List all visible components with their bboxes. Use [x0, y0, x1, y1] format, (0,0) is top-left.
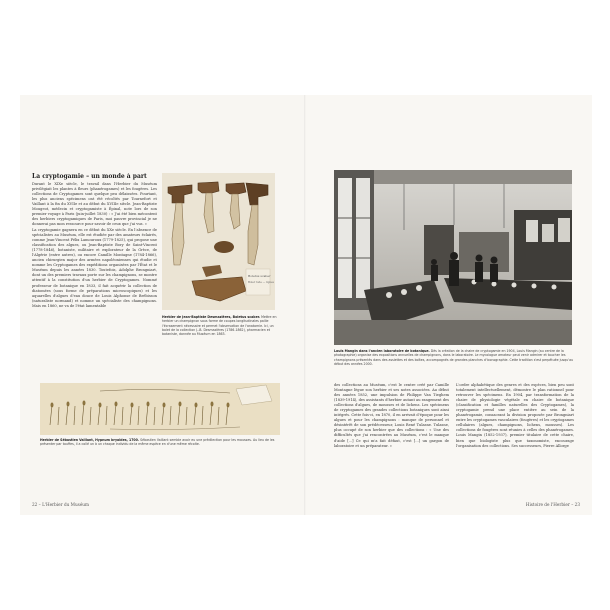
body-paragraph-2: La cryptogamie gagnera en ce début du XXe siècle. En l'absence de spécialistes au Muséum, elle est étudiée par des amateurs éclairés, comme Jean-Vincent Félix Lamouroux (1779-1825), qui propose une classification des algues, ou Jean-Baptiste Bory de Saint-Vincent (1778-1846), botaniste, militaire et explorateur de la Grèce, de l'Algérie (entre autres), ou encore Camille Montagne (1784-1866), ancien chirurgien major des armées napoléoniennes qui étudie et nomme les Cryptogames des expéditions organisées par l'État et le Muséum depuis les années 1830. Toutefois, Adolphe Brongniart, dont un des premiers travaux porte sur les champignons, se montre attentif à la constitution d'un herbier de Cryptogames. Nommé professeur de botanique en 1833, il fait acquérir la collection de diatomées (sous forme de préparations microscopiques) et les aquarelles d'algues d'eau douce de Louis Alphonse de Brébisson (naturaliste normand) et nomme un spécialiste des champignons. Mais en 1860, ne va de l'état lamentable — [32, 228, 157, 308]
specimen-note: Bolet rude — lignes — [248, 281, 274, 284]
book-spread — [20, 95, 592, 515]
mushroom-sections-illustration — [162, 173, 275, 310]
caption-vaillant — [40, 438, 284, 456]
laboratory-photo — [334, 170, 572, 345]
caption-mangin — [334, 349, 574, 373]
right-page — [306, 95, 592, 515]
body-paragraph-1: Durant le XIXe siècle, le travail dans l'Herbier du Muséum privilégiait les plantes à fleurs (phanérogames) et les fougères. Les collections de Cryptogames sont quelque peu délaissées. Pourtant, les plus anciens spécimens ont été récoltés par Tournefort et Vaillant à la fin du XVIIe et au début du XVIIIe siècle. Jean-Baptiste Mougeot, médecin et cryptogamiste à Épinal, note lors de son premier voyage à Paris (juin-juillet 1830) : « J'ai été bien mécontent des herbiers cryptogamiques de Paris, moi pauvre provincial je ne donnerai pas mon ressource pour savoir de ceux que j'ai vus. » — [32, 182, 157, 227]
caption-desmazieres-text: Mettre en herbier un champignon sous forme de coupes longitudinales pallie l'écrasement nécessaire et permet l'observation de l'anatomie. Ici, un bolet de la collection J.-B. Desmazières (1786-1862), pharmacien et botaniste, donnée au Muséum en 1863. — [162, 315, 277, 337]
section-heading: La cryptogamie – un monde à part — [32, 173, 147, 180]
caption-mangin-title: Louis Mangin dans l'ancien laboratoire de botanique. — [334, 349, 430, 353]
caption-desmazieres-title: Herbier de Jean-Baptiste Desmazières, Boletus scaber. — [162, 315, 261, 319]
moss-specimen-illustration — [40, 383, 280, 435]
specimen-image-hypnum — [40, 383, 280, 435]
caption-desmazieres — [162, 315, 282, 375]
specimen-label: Boletus scaber — [248, 274, 271, 278]
caption-mangin-text: Dès la création de la chaire de cryptogamie en 1904, Louis Mangin (au centre de la photographie) organise des expositions annuelles de champignons, dans le laboratoire. Le mycologue amateur peut venir admirer et toucher les champignons présentés dans des assiettes et des boîtes, accompagnés de grandes planches d'iconographie. Cette tradition s'est perpétuée jusqu'au début des années 2000. — [334, 349, 574, 366]
specimen-image-boletus — [162, 173, 275, 310]
right-column-2: L'ordre alphabétique des genres et des espèces, bien peu sont totalement intellectuellement, démontre le plan rationnel pour retrouver les spécimens. En 1904, par transformation de la chaire de physiologie végétale en chaire de botanique (classification et familles naturelles des Cryptogames), la cryptogamie prend une place entière au sein de la phanérogamie, consacrant la division proposée par Brongniart entre les cryptogames vasculaires (fougères) et les cryptogames cellulaires (algues, champignons, lichens, mousses). Les collections de fougères sont réunies à celles des phanérogames. Louis Mangin (1852-1937), premier titulaire de cette chaire, bien que biologiste plus que taxonomiste, encourage l'organisation des collections. Ses successeurs, Pierre Allorge — [456, 383, 574, 448]
left-page-footer: 22 – L'Herbier du Muséum — [32, 502, 89, 507]
right-page-footer: Histoire de l'Herbier – 23 — [525, 502, 580, 507]
caption-vaillant-title: Herbier de Sébastien Vaillant, Hypnum bryoides, 1700. — [40, 438, 140, 442]
caption-vaillant-text: Sébastien Vaillant semble avoir eu une prédilection pour les mousses. Au lieu de les présenter par touffes, il a collé un à un chaque individu de la même espèce en d'une même récolte. — [40, 438, 275, 447]
right-column-1: des collections au Muséum, c'est le centre créé par Camille Montagne lègue son herbier et ses notes associées. Au début des années 1852, une impulsion de Philippe Van Tieghem (1839-1914), des assistants d'herbier autant au rangement des collections d'algues, de mousses et de lichens. Les spécimens de cryptogames des grandes collections botaniques sont ainsi intégrés. Cette fois-ci, en 1870, il en arrivait d'époque pour les algues et pour les champignons : manque de personnel et désintérêt de son prédécesseur, Louis René Tulasne. Tulasne, plus occupé de son herbier que des collections : « Une des difficultés que j'ai rencontrées au Muséum, c'est le manque d'aide [...] Ce qui m'a fait défaut, c'est [...] un gargon de laboratoire et un préparateur. » — [334, 383, 449, 448]
left-page — [20, 95, 306, 515]
laboratory-photo-illustration — [334, 170, 572, 345]
